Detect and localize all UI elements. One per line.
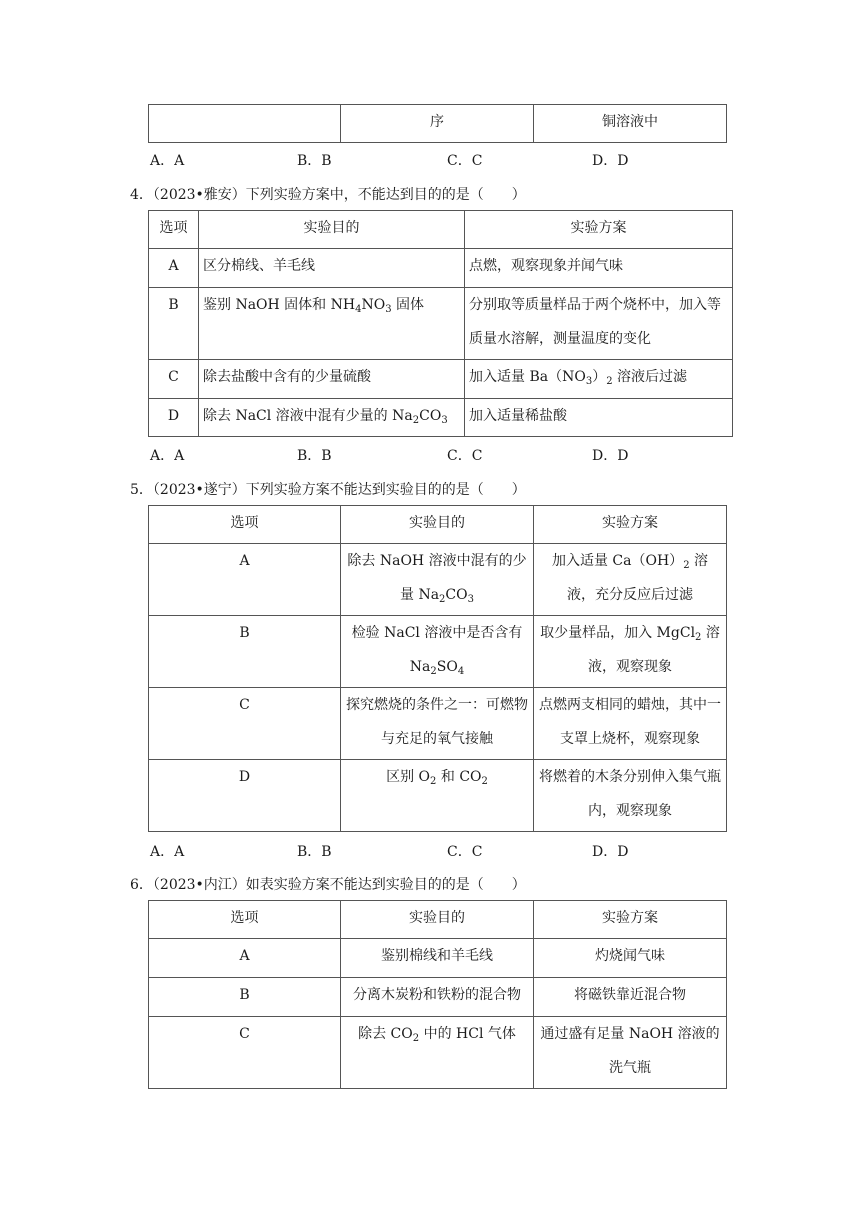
table-row	[149, 760, 727, 832]
table-row	[149, 544, 727, 616]
column-header: 实验目的	[341, 901, 534, 939]
goal-cell: 区分棉线、羊毛线	[199, 249, 465, 288]
table-cell: 铜溶液中	[534, 105, 727, 143]
goal-cell: 除去 NaOH 溶液中混有的少量 $Na_2CO_3$	[341, 544, 534, 616]
goal-cell: 鉴别棉线和羊毛线	[341, 939, 534, 978]
option-cell: A	[149, 939, 341, 978]
column-header: 实验方案	[534, 901, 727, 939]
plan-cell: 将燃着的木条分别伸入集气瓶内，观察现象	[534, 760, 727, 832]
option-cell: D	[149, 399, 199, 437]
column-header: 实验目的	[199, 211, 465, 249]
plan-cell: 灼烧闻气味	[534, 939, 727, 978]
choice-b: B．B	[297, 844, 332, 860]
table-row	[149, 105, 727, 143]
table-header-row	[149, 211, 733, 249]
question-table	[148, 210, 733, 437]
choice-d: D．D	[592, 844, 629, 860]
fragment-table	[148, 104, 727, 143]
choice-d: D．D	[592, 153, 629, 169]
option-cell: B	[149, 978, 341, 1017]
plan-cell: 分别取等质量样品于两个烧杯中，加入等质量水溶解，测量温度的变化	[465, 288, 733, 360]
choice-c: C．C	[447, 448, 483, 464]
choice-a: A．A	[150, 448, 185, 464]
plan-cell: 点燃两支相同的蜡烛，其中一支罩上烧杯，观察现象	[534, 688, 727, 760]
plan-cell: 将磁铁靠近混合物	[534, 978, 727, 1017]
table-cell: 序	[341, 105, 534, 143]
goal-cell: 除去 $CO_2$ 中的 HCl 气体	[341, 1017, 534, 1089]
column-header: 选项	[149, 506, 341, 544]
goal-cell: 区别 $O_2$ 和 $CO_2$	[341, 760, 534, 832]
table-row	[149, 939, 727, 978]
goal-cell: 分离木炭粉和铁粉的混合物	[341, 978, 534, 1017]
table-row	[149, 288, 733, 360]
table-header-row	[149, 506, 727, 544]
goal-cell: 检验 NaCl 溶液中是否含有 $Na_2SO_4$	[341, 616, 534, 688]
choice-a: A．A	[150, 844, 185, 860]
goal-cell: 探究燃烧的条件之一：可燃物与充足的氧气接触	[341, 688, 534, 760]
plan-cell: 点燃，观察现象并闻气味	[465, 249, 733, 288]
table-row	[149, 616, 727, 688]
table-row	[149, 688, 727, 760]
question-title: 6．（2023•内江）如表实验方案不能达到实验目的的是（ ）	[130, 877, 526, 893]
plan-cell: 加入适量 $Ca(OH)_2$ 溶液，充分反应后过滤	[534, 544, 727, 616]
goal-cell: 除去 NaCl 溶液中混有少量的 $Na_2CO_3$	[199, 399, 465, 437]
choice-b: B．B	[297, 153, 332, 169]
option-cell: B	[149, 616, 341, 688]
table-row	[149, 249, 733, 288]
column-header: 实验方案	[465, 211, 733, 249]
column-header: 实验目的	[341, 506, 534, 544]
question-table	[148, 900, 727, 1089]
choice-c: C．C	[447, 153, 483, 169]
option-cell: A	[149, 544, 341, 616]
plan-cell: 通过盛有足量 NaOH 溶液的洗气瓶	[534, 1017, 727, 1089]
question-title: 4．（2023•雅安）下列实验方案中，不能达到目的的是（ ）	[130, 187, 526, 203]
plan-cell: 加入适量 $Ba(NO_3)_2$ 溶液后过滤	[465, 360, 733, 399]
column-header: 选项	[149, 901, 341, 939]
plan-cell: 加入适量稀盐酸	[465, 399, 733, 437]
table-header-row	[149, 901, 727, 939]
column-header: 实验方案	[534, 506, 727, 544]
choice-b: B．B	[297, 448, 332, 464]
table-row	[149, 1017, 727, 1089]
option-cell: D	[149, 760, 341, 832]
option-cell: C	[149, 688, 341, 760]
option-cell: C	[149, 360, 199, 399]
column-header: 选项	[149, 211, 199, 249]
plan-cell: 取少量样品，加入 MgCl$_2$ 溶液，观察现象	[534, 616, 727, 688]
choice-a: A．A	[150, 153, 185, 169]
option-cell: C	[149, 1017, 341, 1089]
table-cell	[149, 105, 341, 143]
table-row	[149, 399, 733, 437]
goal-cell: 除去盐酸中含有的少量硫酸	[199, 360, 465, 399]
choice-d: D．D	[592, 448, 629, 464]
question-title: 5．（2023•遂宁）下列实验方案不能达到实验目的的是（ ）	[130, 482, 526, 498]
choice-c: C．C	[447, 844, 483, 860]
goal-cell: 鉴别 NaOH 固体和 $NH_4NO_3$ 固体	[199, 288, 465, 360]
option-cell: A	[149, 249, 199, 288]
table-row	[149, 360, 733, 399]
table-row	[149, 978, 727, 1017]
option-cell: B	[149, 288, 199, 360]
question-table	[148, 505, 727, 832]
